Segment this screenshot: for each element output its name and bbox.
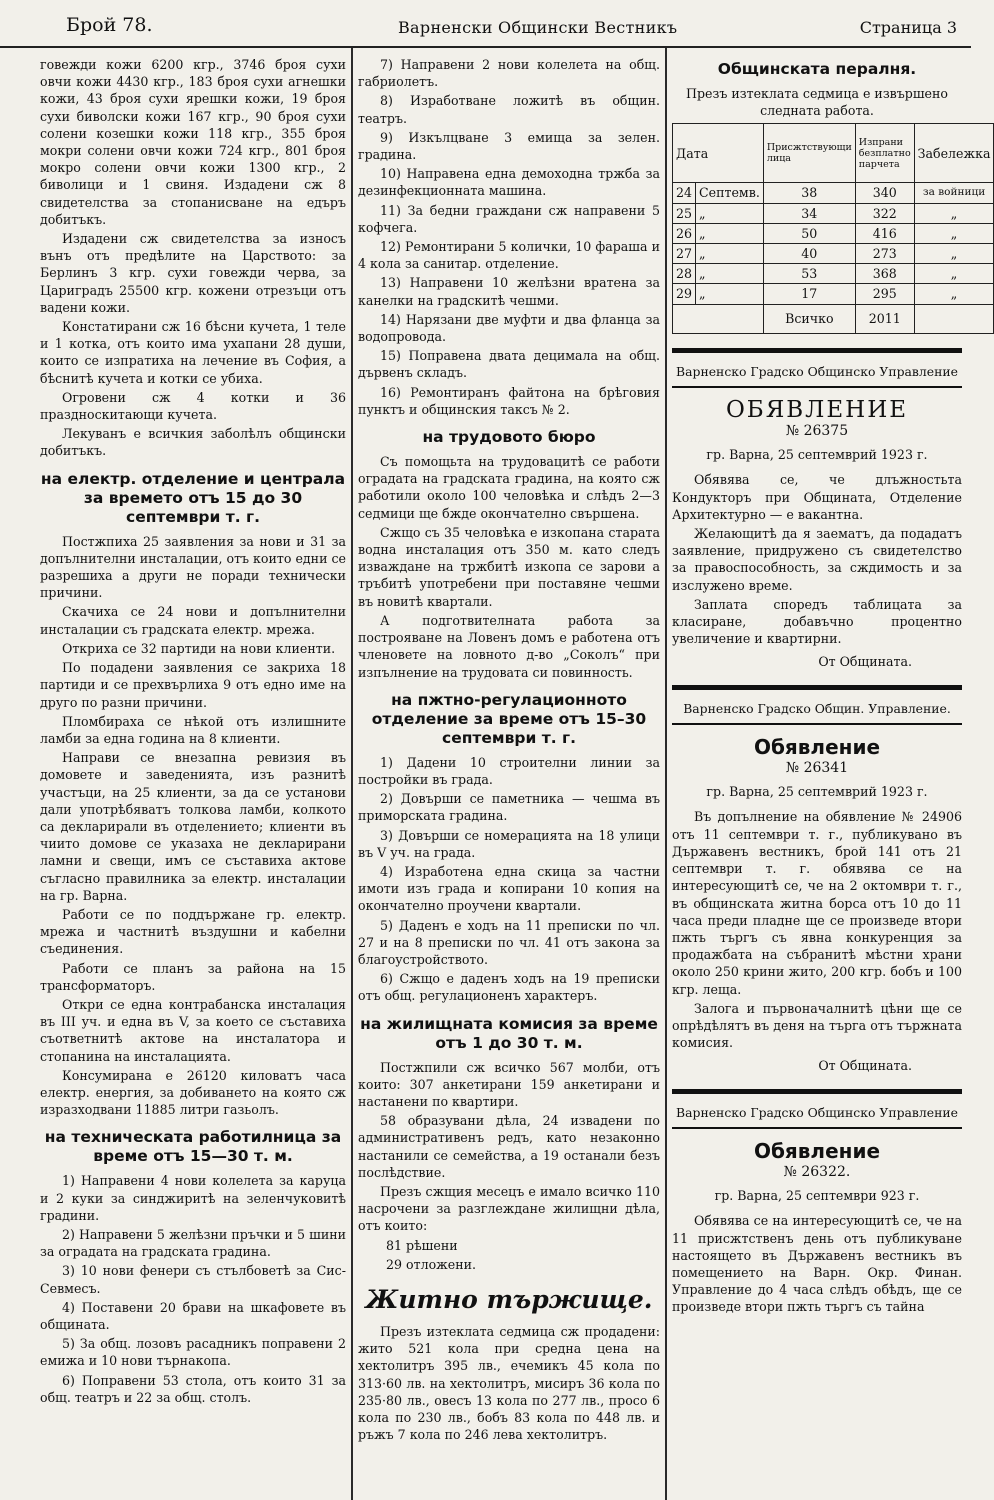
section-heading-workshop: на техническата работилница за време отъ 15—30 т. м.: [44, 1128, 342, 1166]
paragraph: Огровени сж 4 котки и 36 праздноскитающи кучета.: [40, 389, 346, 423]
paragraph: Обявява се, че длъжностьта Кондукторъ при Общината, Отделение Архитектурно — е вакантна.: [672, 472, 962, 522]
table-cell: 322: [855, 203, 914, 223]
list-item: 14) Нарязани две муфти и два фланца за водопровода.: [358, 311, 660, 345]
laundry-table-body: [673, 183, 994, 304]
paragraph: Обявява се на интересующитѣ се, че на 11 присжтственъ день отъ публикуване настоящето въ Държавенъ вестникъ въ помещението на Варн. Окр. Финан. Управление до 4 часа слѣдъ обѣдъ, ще се произведе втори пжть търгъ съ тайна: [672, 1213, 962, 1315]
paragraph: Пломбираха се нѣкой отъ излишните ламби за една година на 8 клиенти.: [40, 713, 346, 746]
section-heading-housing: на жилищната комисия за време отъ 1 до 30 т. м.: [360, 1014, 658, 1052]
paragraph: Презъ изтеклата седмица е извършено следната работа.: [685, 86, 948, 119]
table-cell: „: [914, 264, 994, 284]
announcement-title: Обявление: [753, 1138, 881, 1163]
table-row: [673, 223, 994, 243]
list-item: 3) 10 нови фенери съ стълбоветѣ за Сис-Севмесъ.: [40, 1263, 346, 1296]
list-item: 3) Довърши се номерацията на 18 улици въ V уч. на града.: [358, 827, 660, 860]
paragraph: Въ допълнение на обявление № 24906 отъ 11 септември т. г., публикувано въ Държавенъ вестникъ, брой 141 отъ 21 септември т. г. обявява се на интересующитѣ се, че на 2 октомври т. г., въ общинската житна борса отъ 10 до 11 часа преди пладне ще се произведе втори пжть търгъ съ явна конкуренция за продажбата на събранитѣ мѣстни храни около 250 крини жито, 200 кгр. бобъ и 100 кгр. леща.: [672, 809, 962, 997]
list-item: 9) Изкълцване 3 емища за зелен. градина.: [358, 129, 660, 163]
table-row-total: [673, 304, 994, 333]
section-heading-roads: на пжтно-регулационното отделение за време отъ 15–30 септември т. г.: [371, 690, 647, 747]
table-header: Изпрани безплатно парчета: [855, 124, 914, 183]
paragraph: Постжпили сж всичко 567 молби, отъ които: 307 анкетирани 159 анкетирани и настанени по квартири.: [358, 1059, 660, 1109]
divider: [672, 723, 962, 725]
table-cell: 34: [763, 203, 855, 223]
list-item: 6) Сжщо е даденъ ходъ на 19 преписки отъ общ. регулационенъ характеръ.: [358, 971, 660, 1004]
table-cell: 340: [855, 183, 914, 203]
table-cell: 295: [855, 284, 914, 304]
list-item: 11) За бедни граждани сж направени 5 кофчега.: [358, 202, 660, 235]
announcement-place-date: гр. Варна, 25 септември 923 г.: [714, 1188, 920, 1204]
paragraph: Залога и първоначалнитѣ цѣни ще се опрѣдѣлятъ въ деня на търга отъ тържната комисия.: [672, 1000, 962, 1051]
table-cell: „: [696, 223, 764, 243]
paragraph: По подадени заявления се закриха 18 партиди и се прехвърлиха 9 отъ едно име на друго по разни причини.: [40, 660, 346, 710]
paragraph: А подготвителната работа за построяване на Ловенъ домъ е работена отъ членовете на ловното д-во „Соколъ“ при изпълнение на трудовата си повинность.: [358, 612, 660, 680]
list-item: 4) Поставени 20 брави на шкафовете въ общината.: [40, 1299, 346, 1332]
issue-number: Брой 78.: [66, 14, 153, 36]
masthead: [0, 0, 971, 48]
section-heading-electric: на електр. отделение и централа за времето отъ 15 до 30 септември т. г.: [40, 469, 346, 526]
list-item: 13) Направени 10 желѣзни вратена за канелки на градскитѣ чешми.: [358, 275, 660, 308]
column-rule: [351, 48, 353, 1500]
paragraph: 58 образувани дѣла, 24 извадени по административенъ редъ, като незаконно настанили се семейства, а 19 останали безъ послѣдствие.: [358, 1113, 660, 1180]
paragraph: Консумирана е 26120 киловатъ часа електр. енергия, за добиването на която сж изразходвани 11885 литри газьолъ.: [40, 1067, 346, 1118]
paragraph: Издадени сж свидетелства за износъ вънъ отъ предѣлите на Царството: за Берлинъ 3 кгр. сухи говежди черва, за Цариградъ 25500 кгр. кожени отрезъци отъ вадени кожи.: [40, 231, 346, 315]
laundry-table: [672, 123, 994, 333]
table-row: [673, 264, 994, 284]
table-cell: „: [696, 203, 764, 223]
divider: [672, 1089, 962, 1094]
divider: [672, 1127, 962, 1129]
announcement-signature: От Общината.: [818, 654, 912, 670]
table-header: Забележка: [914, 124, 994, 183]
page-number: Страница 3: [859, 18, 957, 37]
list-item: 16) Ремонтиранъ файтона на брѣговия пунктъ и общинския таксъ № 2.: [358, 384, 660, 417]
issuer-line: Варненско Градско Общин. Управление.: [683, 700, 951, 716]
paragraph: Откриха се 32 партиди на нови клиенти.: [62, 640, 336, 656]
issuer-line: Варненско Градско Общинско Управление: [676, 363, 958, 379]
section-heading-grain-market: Житно тържище.: [365, 1284, 653, 1314]
table-cell: „: [696, 244, 764, 264]
table-cell: [673, 304, 764, 333]
column-3: [672, 56, 991, 1492]
paragraph: Скачиха се 24 нови и допълнителни инсталации съ градската електр. мрежа.: [40, 604, 346, 637]
table-row: [673, 183, 994, 203]
list-item: 2) Направени 5 желѣзни пръчки и 5 шини за оградата на градската градина.: [40, 1226, 346, 1260]
column-1: [40, 56, 346, 1492]
table-cell: 25: [673, 203, 696, 223]
list-item: 5) За общ. лозовъ расадникъ поправени 2 емижа и 10 нови търнакопа.: [40, 1336, 346, 1369]
divider: [672, 348, 962, 353]
list-item: 4) Изработена една скица за частни имоти изъ града и копирани 10 копия на окончателно проучени квартали.: [358, 863, 660, 914]
paragraph: Работи се планъ за района на 15 трансформаторъ.: [40, 960, 346, 993]
announcement-number: № 26375: [785, 423, 849, 440]
table-cell: 368: [855, 264, 914, 284]
table-cell: 29: [673, 284, 696, 304]
announcement-title: Обявление: [753, 734, 881, 759]
paragraph: говежди кожи 6200 кгр., 3746 броя сухи овчи кожи 4430 кгр., 183 броя сухи агнешки кожи, 43 броя сухи ярешки кожи, 19 броя сухи биволски кожи 167 кгр., 90 броя сухи солени козешки кожи 118 кгр., 355 броя мокри солени овчи кожи 724 кгр., 801 броя мокро солени овчи кожи 1300 кгр., 2 биволици и 1 свиня. Издадени сж 8 свидетелства за стопанисване на едъръ добитъкъ.: [40, 57, 346, 227]
announcement-number: № 26341: [785, 760, 849, 777]
table-header: Присжтствующи лица: [763, 124, 855, 183]
paragraph: Презъ изтеклата седмица сж продадени: жито 521 кола при средна цена на хектолитръ 395 лв., ечемикъ 45 кола по 313·60 лв. на хектолитръ, мисиръ 36 кола по 235·80 лв., овесъ 13 кола по 277 лв., просо 6 кола по 230 лв., бобъ 83 кола по 448 лв. и ръжъ 7 кола по 246 лева хектолитръ.: [358, 1323, 660, 1443]
paragraph: Работи се по поддържане гр. електр. мрежа и частнитѣ въздушни и кабелни съединения.: [40, 906, 346, 957]
table-cell: 27: [673, 244, 696, 264]
list-item: 15) Поправена двата децимала на общ. дървенъ складъ.: [358, 348, 660, 381]
newspaper-title: Варненски Общински Вестникъ: [398, 18, 678, 37]
table-cell: 416: [855, 223, 914, 243]
announcement-place-date: гр. Варна, 25 септемврий 1923 г.: [706, 784, 928, 800]
table-cell: „: [914, 223, 994, 243]
paragraph: Постжпиха 25 заявления за нови и 31 за допълнителни инсталации, отъ които едни се разрешиха а други не поради технически причини.: [40, 533, 346, 601]
table-cell: 17: [763, 284, 855, 304]
table-cell: 40: [763, 244, 855, 264]
table-header: Дата: [673, 124, 764, 183]
issuer-line: Варненско Градско Общинско Управление: [676, 1104, 958, 1120]
list-item: 29 отложени.: [386, 1256, 476, 1272]
list-item: 1) Направени 4 нови колелета за каруца и 2 куки за синджиритѣ на зеленчуковитѣ градини.: [40, 1173, 346, 1223]
table-row: [673, 203, 994, 223]
divider: [672, 685, 962, 690]
list-item: 8) Изработване ложитѣ въ общин. театръ.: [358, 93, 660, 126]
table-cell: 273: [855, 244, 914, 264]
announcement-title: ОБЯВЛЕНИЕ: [725, 396, 909, 423]
paragraph: Желающитѣ да я заематъ, да подадатъ заявление, придружено съ свидетелство за правоспособность, за сждимость и за изслужено време.: [672, 526, 962, 593]
table-row: [673, 244, 994, 264]
table-row: [673, 284, 994, 304]
table-cell: за войници: [914, 183, 994, 203]
paragraph: Презъ сжщия месецъ е имало всичко 110 насрочени за разглеждане жилищни дѣла, отъ които:: [358, 1183, 660, 1234]
list-item: 2) Довърши се паметника — чешма въ приморската градина.: [358, 791, 660, 824]
list-item: 81 рѣшени: [386, 1237, 458, 1253]
paragraph: Съ помощьта на трудовацитѣ се работи оградата на градската градина, на която сж работили около 100 человѣка и слѣдъ 2—3 седмици ще бжде окончателно свършена.: [358, 454, 660, 521]
paragraph: Откри се една контрабанска инсталация въ III уч. и една въ V, за което се съставиха съответнитѣ актове на инсталатора и стопанина на инсталацията.: [40, 996, 346, 1064]
table-cell: „: [914, 203, 994, 223]
list-item: 5) Даденъ е ходъ на 11 преписки по чл. 27 и на 8 преписки по чл. 41 отъ закона за благоустройството.: [358, 917, 660, 967]
paragraph: Направи се внезапна ревизия въ домовете и заведенията, изъ разнитѣ участъци, на 25 клиенти, за да се установи дали употрѣбяватъ толкова ламби, колкото са декларирали въ отделението; клиенти въ чиито домове се указаха не декларирани ламни и свещи, имъ се съставиха актове съгласно правилника за електр. инсталации на гр. Варна.: [40, 750, 346, 903]
table-cell: 38: [763, 183, 855, 203]
table-cell: 50: [763, 223, 855, 243]
total-value: 2011: [855, 304, 914, 333]
section-heading-laundry: Общинската пералня.: [717, 60, 917, 78]
table-cell: 53: [763, 264, 855, 284]
paragraph: Лекуванъ е всичкия заболѣлъ общински добитъкъ.: [40, 426, 346, 459]
divider: [672, 386, 962, 388]
table-cell: „: [696, 284, 764, 304]
table-cell: „: [914, 284, 994, 304]
announcement-place-date: гр. Варна, 25 септемврий 1923 г.: [706, 447, 928, 463]
table-cell: [914, 304, 994, 333]
column-2: [358, 56, 660, 1492]
announcement-number: № 26322.: [783, 1163, 851, 1180]
column-rule: [665, 48, 667, 1500]
paragraph: Констатирани сж 16 бѣсни кучета, 1 теле и 1 котка, отъ които има ухапани 28 души, които се изпратиха на лечение въ София, а бѣснитѣ кучета и котки се убиха.: [40, 319, 346, 386]
table-cell: „: [696, 264, 764, 284]
table-cell: Септемв.: [696, 183, 764, 203]
list-item: 7) Направени 2 нови колелета на общ. габриолетъ.: [358, 57, 660, 90]
paragraph: Сжщо съ 35 человѣка е изкопана старата водна инсталация отъ 350 м. като следъ изваждане на тржбитѣ изкопа се зарови а тръбитѣ употребени при поставяне чешми въ новитѣ квартали.: [358, 524, 660, 609]
table-cell: „: [914, 244, 994, 264]
table-cell: 26: [673, 223, 696, 243]
table-cell: 24: [673, 183, 696, 203]
table-cell: 28: [673, 264, 696, 284]
paragraph: Заплата споредъ таблицата за класиране, добавъчно процентно увеличение и квартирни.: [672, 596, 962, 647]
section-heading-labor: на трудовото бюро: [422, 428, 596, 447]
announcement-signature: От Общината.: [818, 1058, 912, 1074]
total-label: Всичко: [763, 304, 855, 333]
list-item: 10) Направена една демоходна тржба за дезинфекционната машина.: [358, 166, 660, 199]
list-item: 12) Ремонтирани 5 колички, 10 фараша и 4 кола за санитар. отделение.: [358, 239, 660, 272]
list-item: 1) Дадени 10 строителни линии за постройки въ града.: [358, 754, 660, 787]
list-item: 6) Поправени 53 стола, отъ които 31 за общ. театръ и 22 за общ. столъ.: [40, 1372, 346, 1405]
